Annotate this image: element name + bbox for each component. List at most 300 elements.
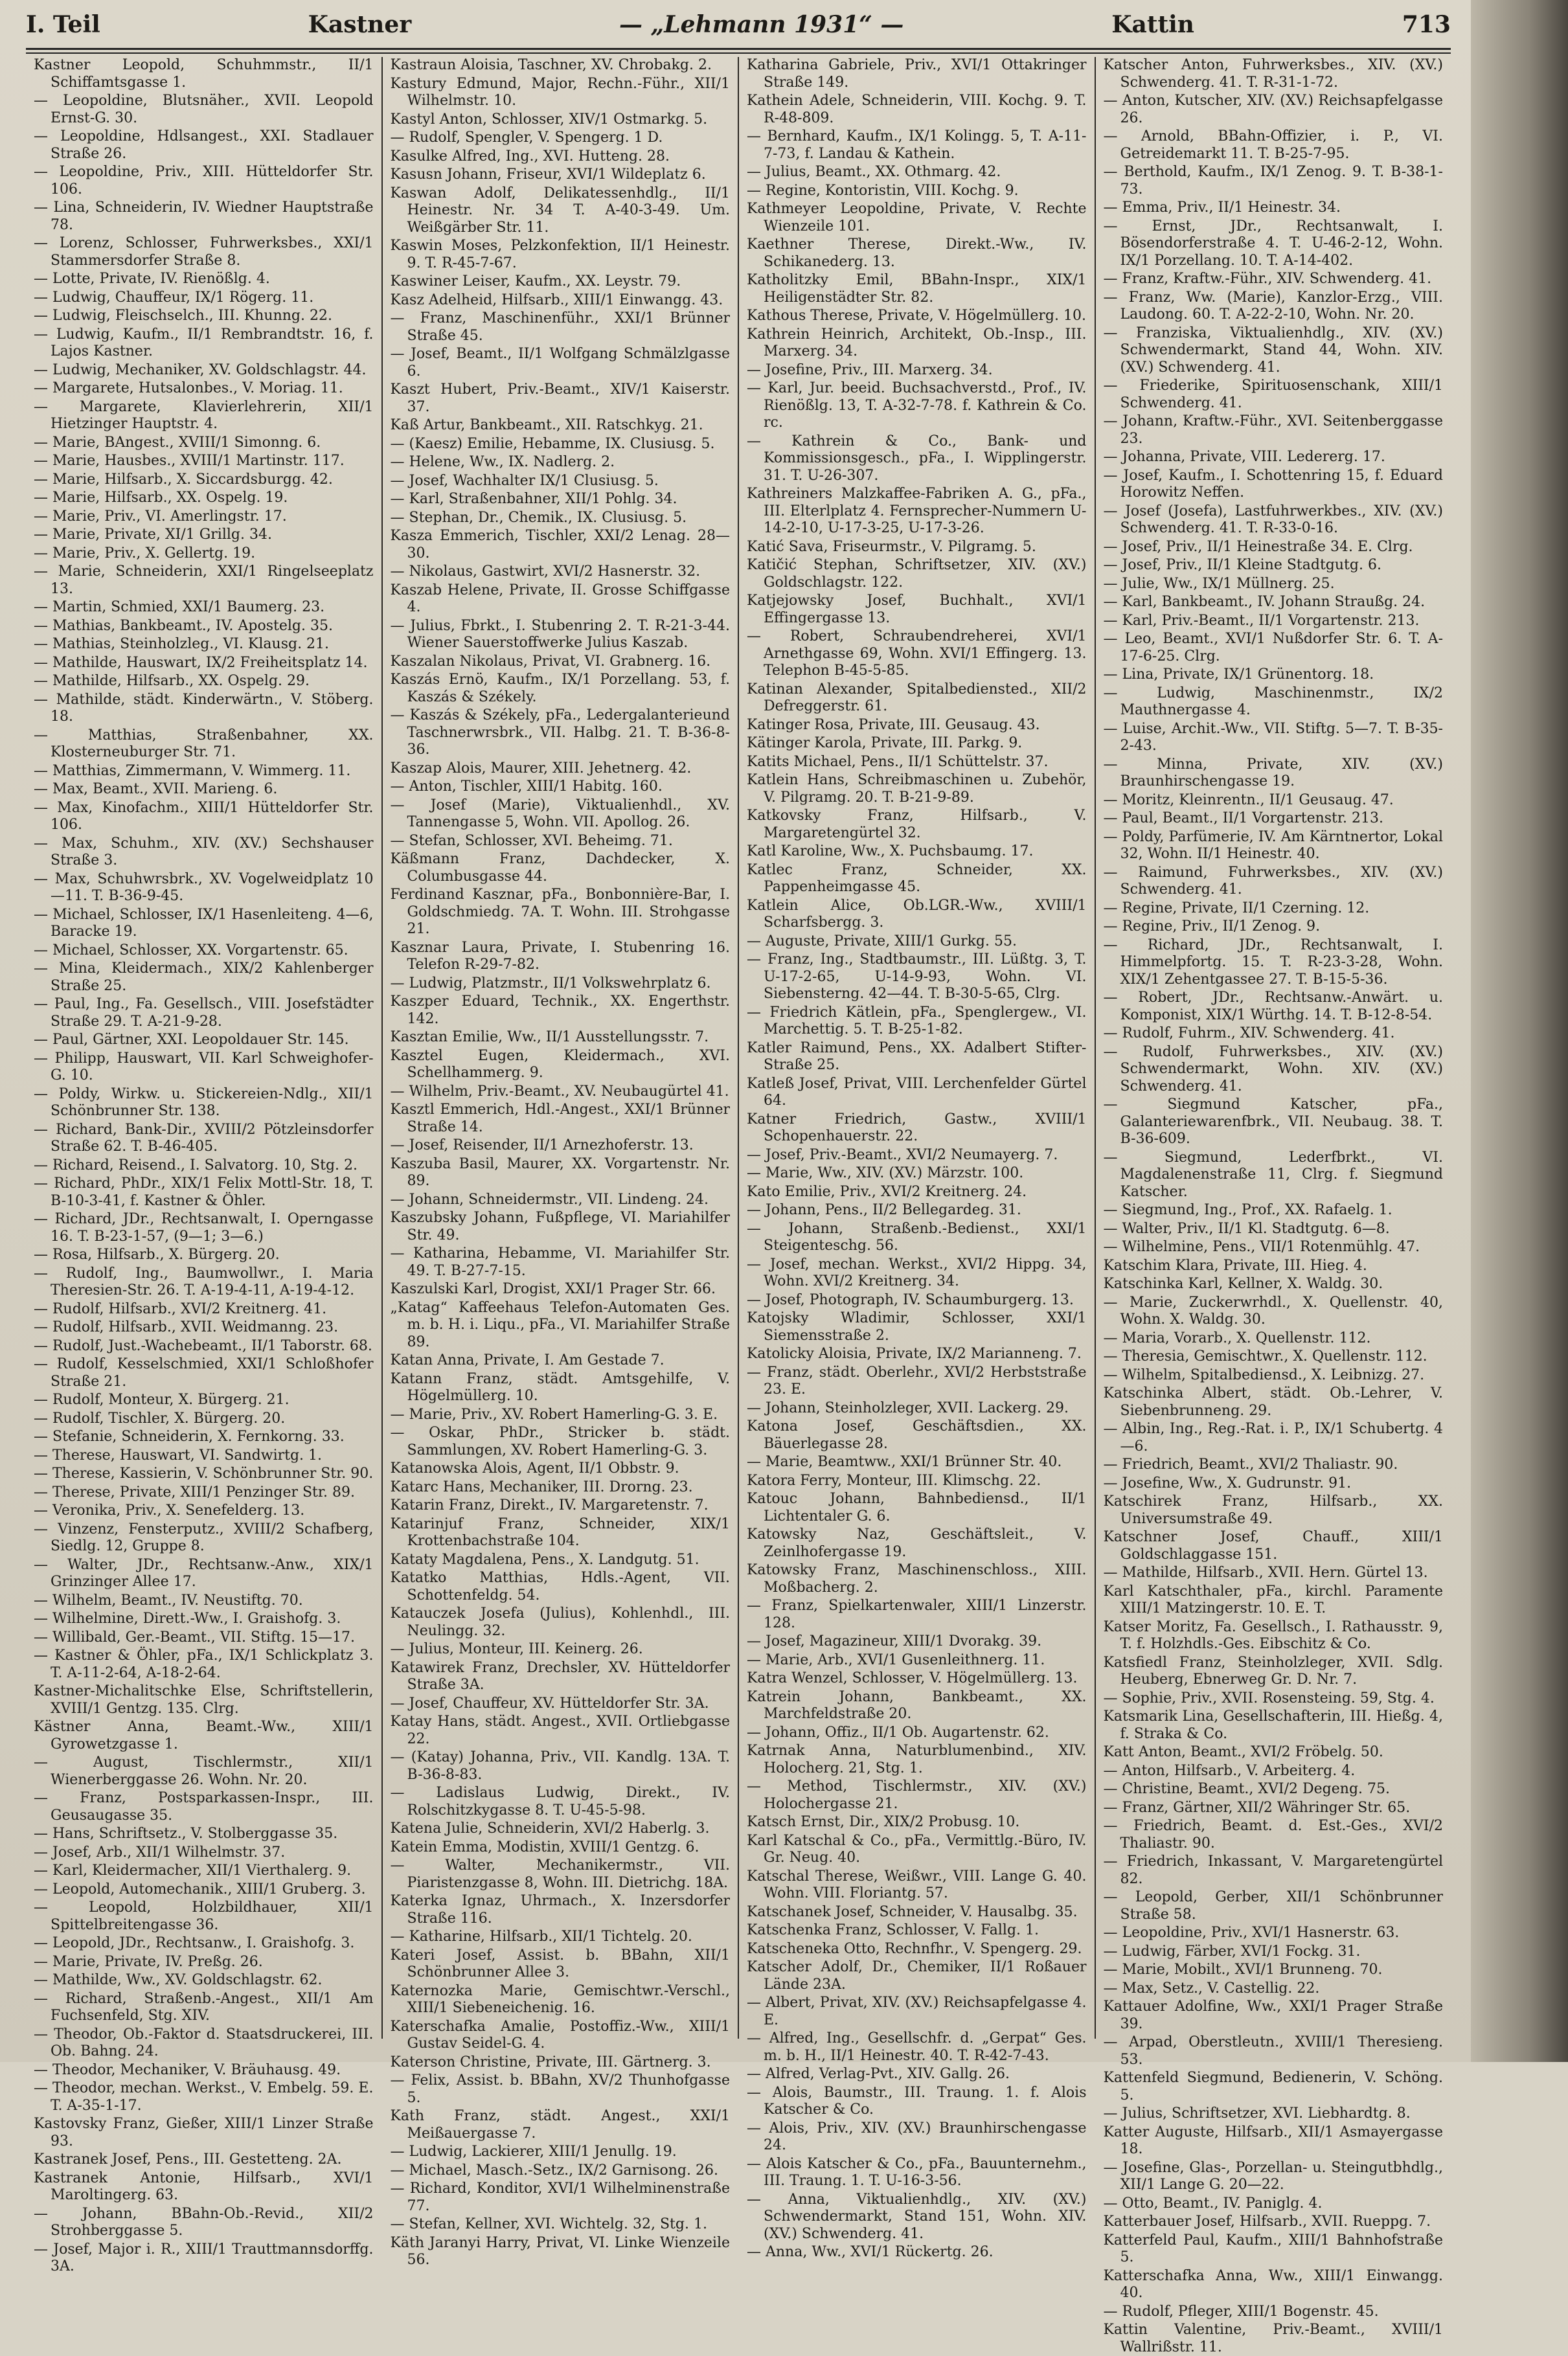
directory-entry: — Rudolf, Fuhrm., XIV. Schwenderg. 41. <box>1103 1025 1395 1041</box>
directory-entry: — Johanna, Private, VIII. Ledererg. 17. <box>1103 449 1385 465</box>
directory-entry: Kastranek Josef, Pens., III. Gestetteng. 2A. <box>34 2151 342 2168</box>
directory-entry: Katarc Hans, Mechaniker, III. Drorng. 23. <box>390 1478 693 1495</box>
directory-entry: — Alfred, Ing., Gesellschfr. d. „Gerpat“ Ges. m. b. H., II/1 Heinestr. 40. T. R-42-7-43. <box>747 2030 1087 2064</box>
directory-entry: — Mathias, Steinholzleg., VI. Klausg. 21. <box>34 636 330 652</box>
directory-entry: — Friedrich, Beamt. d. Est.-Ges., XVI/2 Thaliastr. 90. <box>1103 1818 1443 1852</box>
directory-entry: — Theresia, Gemischtwr., X. Quellenstr. 112. <box>1103 1348 1427 1365</box>
columns <box>26 57 1451 2355</box>
directory-entry: — August, Tischlermstr., XII/1 Wienerberggasse 26. Wohn. Nr. 20. <box>34 1754 374 1788</box>
directory-entry: — Josefine, Priv., III. Marxerg. 34. <box>747 361 993 378</box>
directory-entry: — Johann, BBahn-Ob.-Revid., XII/2 Strohberggasse 5. <box>34 2205 374 2239</box>
directory-entry: Kathein Adele, Schneiderin, VIII. Kochg. 9. T. R-48-809. <box>747 93 1087 126</box>
directory-entry: — Kathrein & Co., Bank- und Kommissionsgesch., pFa., I. Wipplingerstr. 31. T. U-26-307. <box>747 433 1087 484</box>
directory-entry: — Alois, Priv., XIV. (XV.) Braunhirschengasse 24. <box>747 2120 1087 2153</box>
directory-entry: Kasztel Eugen, Kleidermach., XVI. Schellhammerg. 9. <box>390 1047 730 1081</box>
directory-entry: — Vinzenz, Fensterputz., XVIII/2 Schafberg, Siedlg. 12, Gruppe 8. <box>34 1521 374 1554</box>
directory-entry: — Helene, Ww., IX. Nadlerg. 2. <box>390 454 615 470</box>
directory-entry: — Franz, Ww. (Marie), Kanzlor-Erzg., VIII. Laudong. 60. T. A-22-2-10, Wohn. Nr. 20. <box>1103 289 1443 323</box>
directory-entry: — Max, Beamt., XVII. Marieng. 6. <box>34 781 278 797</box>
directory-entry: — Paul, Beamt., II/1 Vorgartenstr. 213. <box>1103 810 1383 826</box>
directory-entry: Katschim Klara, Private, III. Hieg. 4. <box>1103 1257 1367 1274</box>
page-header <box>26 5 1451 44</box>
directory-entry: — Josef, Magazineur, XIII/1 Dvorakg. 39. <box>747 1633 1042 1649</box>
directory-entry: — Josef, Priv.-Beamt., XVI/2 Neumayerg. 7. <box>747 1146 1058 1163</box>
directory-entry: — Martin, Schmied, XXI/1 Baumerg. 23. <box>34 599 325 615</box>
directory-entry: Katatko Matthias, Hdls.-Agent, VII. Schottenfeldg. 54. <box>390 1570 730 1603</box>
directory-entry: — Walter, Priv., II/1 Kl. Stadtgutg. 6—8. <box>1103 1220 1390 1237</box>
directory-entry: Katl Karoline, Ww., X. Puchsbaumg. 17. <box>747 843 1034 859</box>
directory-entry: — Auguste, Private, XIII/1 Gurkg. 55. <box>747 933 1017 949</box>
directory-entry: — Josef, mechan. Werkst., XVI/2 Hippg. 34, Wohn. XVI/2 Kreitnerg. 34. <box>747 1256 1087 1289</box>
directory-entry: — Marie, Zuckerwrhdl., X. Quellenstr. 40, Wohn. X. Waldg. 30. <box>1103 1294 1443 1328</box>
directory-entry: — Mathilde, städt. Kinderwärtn., V. Stöberg. 18. <box>34 691 374 725</box>
directory-entry: Kastner Leopold, Schuhmmstr., II/1 Schiffamtsgasse 1. <box>34 57 374 91</box>
directory-entry: Katerson Christine, Private, III. Gärtnerg. 3. <box>390 2054 711 2070</box>
directory-entry: — Mathilde, Hilfsarb., XVII. Hern. Gürtel 13. <box>1103 1565 1428 1581</box>
directory-entry: — Julius, Beamt., XX. Othmarg. 42. <box>747 164 1001 180</box>
directory-entry: Katterbauer Josef, Hilfsarb., XVII. Rueppg. 7. <box>1103 2214 1431 2230</box>
directory-entry: — Ludwig, Mechaniker, XV. Goldschlagstr. 44. <box>34 361 367 378</box>
directory-entry: — Josef, Photograph, IV. Schaumburgerg. 13. <box>747 1291 1074 1308</box>
directory-entry: Katner Friedrich, Gastw., XVIII/1 Schopenhauerstr. 22. <box>747 1111 1087 1144</box>
directory-entry: Katauczek Josefa (Julius), Kohlenhdl., III. Neulingg. 32. <box>390 1605 730 1639</box>
directory-entry: Kaszt Hubert, Priv.-Beamt., XIV/1 Kaiserstr. 37. <box>390 381 730 415</box>
directory-entry: Katora Ferry, Monteur, III. Klimschg. 22. <box>747 1472 1041 1489</box>
directory-entry: Käth Jaranyi Harry, Privat, VI. Linke Wienzeile 56. <box>390 2234 730 2268</box>
directory-entry: Katleß Josef, Privat, VIII. Lerchenfelder Gürtel 64. <box>747 1075 1087 1109</box>
directory-entry: Kaethner Therese, Direkt.-Ww., IV. Schikanederg. 13. <box>747 236 1087 270</box>
directory-entry: — Stephan, Dr., Chemik., IX. Clusiusg. 5. <box>390 509 687 526</box>
directory-entry: Katschinka Albert, städt. Ob.-Lehrer, V. Siebenbrunneng. 29. <box>1103 1385 1443 1419</box>
directory-entry: — Johann, Offiz., II/1 Ob. Augartenstr. 62. <box>747 1724 1049 1741</box>
directory-entry: — (Katay) Johanna, Priv., VII. Kandlg. 13A. T. B-36-8-83. <box>390 1749 730 1783</box>
directory-entry: — Anna, Ww., XVI/1 Rückertg. 26. <box>747 2244 994 2260</box>
directory-entry: Katterschafka Anna, Ww., XIII/1 Einwangg. 40. <box>1103 2267 1443 2301</box>
directory-entry: Karl Katschthaler, pFa., kirchl. Paramente XIII/1 Matzingerstr. 10. E. T. <box>1103 1583 1443 1616</box>
directory-entry: Katra Wenzel, Schlosser, V. Högelmüllerg. 13. <box>747 1670 1078 1686</box>
directory-entry: — Marie, BAngest., XVIII/1 Simonng. 6. <box>34 434 321 451</box>
directory-entry: — Anton, Kutscher, XIV. (XV.) Reichsapfelgasse 26. <box>1103 93 1443 126</box>
directory-entry: Kateri Josef, Assist. b. BBahn, XII/1 Schönbrunner Allee 3. <box>390 1947 730 1980</box>
directory-entry: — Kaszás & Székely, pFa., Ledergalanterieund Taschnerwrsbrk., VII. Halbg. 21. T. B-36-8-36. <box>390 707 730 758</box>
directory-entry: — Richard, Straßenb.-Angest., XII/1 Am Fuchsenfeld, Stg. XIV. <box>34 1990 374 2024</box>
directory-entry: — Josef, Priv., II/1 Kleine Stadtgutg. 6. <box>1103 557 1381 573</box>
directory-entry: Katlein Alice, Ob.LGR.-Ww., XVIII/1 Scharfsbergg. 3. <box>747 897 1087 931</box>
directory-entry: — Josef, Major i. R., XIII/1 Trauttmannsdorffg. 3A. <box>34 2241 374 2274</box>
directory-entry: — Wilhelmine, Dirett.-Ww., I. Graishofg. 3. <box>34 1611 341 1627</box>
directory-entry: — Alois, Baumstr., III. Traung. 1. f. Alois Katscher & Co. <box>747 2084 1087 2118</box>
directory-entry: — Marie, Ww., XIV. (XV.) Märzstr. 100. <box>747 1165 1024 1181</box>
directory-entry: Karl Katschal & Co., pFa., Vermittlg.-Büro, IV. Gr. Neug. 40. <box>747 1832 1087 1866</box>
directory-entry: — Franz, Postsparkassen-Inspr., III. Geusaugasse 35. <box>34 1790 374 1824</box>
directory-entry: Katawirek Franz, Drechsler, XV. Hütteldorfer Straße 3A. <box>390 1659 730 1693</box>
directory-entry: — Ludwig, Färber, XVI/1 Fockg. 31. <box>1103 1943 1361 1960</box>
directory-entry: — Robert, Schraubendreherei, XVI/1 Arnethgasse 69, Wohn. XVI/1 Effingerg. 13. Telephon B-45-5-85. <box>747 628 1087 679</box>
directory-entry: — Max, Kinofachm., XIII/1 Hütteldorfer Str. 106. <box>34 799 374 833</box>
directory-entry: — Christine, Beamt., XVI/2 Degeng. 75. <box>1103 1781 1391 1797</box>
directory-entry: Katter Auguste, Hilfsarb., XII/1 Asmayergasse 18. <box>1103 2124 1443 2157</box>
directory-entry: — Josef, Arb., XII/1 Wilhelmstr. 37. <box>34 1844 286 1861</box>
directory-entry: — Anna, Viktualienhdlg., XIV. (XV.) Schwendermarkt, Stand 151, Wohn. XIV. (XV.) Schwenderg. 41. <box>747 2191 1087 2242</box>
directory-entry: — Leopold, Automechanik., XIII/1 Gruberg. 3. <box>34 1881 366 1897</box>
directory-entry: Katrnak Anna, Naturblumenbind., XIV. Holocherg. 21, Stg. 1. <box>747 1743 1087 1776</box>
directory-entry: Kasztan Emilie, Ww., II/1 Ausstellungsstr. 7. <box>390 1029 709 1045</box>
directory-entry: — Rudolf, Monteur, X. Bürgerg. 21. <box>34 1392 290 1408</box>
directory-entry: Katits Michael, Pens., II/1 Schüttelstr. 37. <box>747 753 1049 770</box>
directory-entry: — Franz, Kraftw.-Führ., XIV. Schwenderg. 41. <box>1103 271 1432 287</box>
directory-entry: — Josef, Kaufm., I. Schottenring 15, f. Eduard Horowitz Neffen. <box>1103 467 1443 501</box>
directory-entry: Katser Moritz, Fa. Gesellsch., I. Rathausstr. 9, T. f. Holzhdls.-Ges. Eibschitz & Co. <box>1103 1618 1443 1652</box>
directory-entry: — Marie, Private, IV. Preßg. 26. <box>34 1953 263 1970</box>
directory-entry: — Josefine, Ww., X. Gudrunstr. 91. <box>1103 1475 1352 1491</box>
directory-entry: — Wilhelm, Priv.-Beamt., XV. Neubaugürtel 41. <box>390 1083 729 1100</box>
directory-entry: Katsmarik Lina, Gesellschafterin, III. Hießg. 4, f. Straka & Co. <box>1103 1708 1443 1742</box>
directory-entry: Katschinka Karl, Kellner, X. Waldg. 30. <box>1103 1276 1383 1292</box>
directory-entry: — (Kaesz) Emilie, Hebamme, IX. Clusiusg. 5. <box>390 435 715 452</box>
directory-entry: Kastranek Antonie, Hilfsarb., XVI/1 Maroltingerg. 63. <box>34 2169 374 2203</box>
directory-entry: Kathrein Heinrich, Architekt, Ob.-Insp., III. Marxerg. 34. <box>747 326 1087 359</box>
directory-entry: — Richard, PhDr., XIX/1 Felix Mottl-Str. 18, T. B-10-3-41, f. Kastner & Öhler. <box>34 1175 374 1209</box>
directory-entry: Katona Josef, Geschäftsdien., XX. Bäuerlegasse 28. <box>747 1418 1087 1452</box>
directory-entry: — Therese, Private, XIII/1 Penzinger Str. 89. <box>34 1484 355 1501</box>
directory-entry: — Marie, Priv., X. Gellertg. 19. <box>34 545 256 561</box>
directory-entry: — Theodor, Ob.-Faktor d. Staatsdruckerei, III. Ob. Bahng. 24. <box>34 2026 374 2059</box>
directory-entry: — Otto, Beamt., IV. Paniglg. 4. <box>1103 2195 1323 2212</box>
directory-entry: — Franziska, Viktualienhdlg., XIV. (XV.) Schwendermarkt, Stand 44, Wohn. XIV. (XV.) Schwenderg. 41. <box>1103 324 1443 376</box>
directory-entry: — Michael, Schlosser, IX/1 Hasenleiteng. 4—6, Baracke 19. <box>34 906 374 940</box>
directory-entry: — Marie, Arb., XVI/1 Gusenleithnerg. 11. <box>747 1651 1045 1668</box>
directory-entry: Kato Emilie, Priv., XVI/2 Kreitnerg. 24. <box>747 1183 1027 1200</box>
directory-entry: — Sophie, Priv., XVII. Rosensteing. 59, Stg. 4. <box>1103 1690 1435 1706</box>
directory-entry: Katscher Anton, Fuhrwerksbes., XIV. (XV.) Schwenderg. 41. T. R-31-1-72. <box>1103 57 1443 91</box>
directory-entry: — Margarete, Hutsalonbes., V. Moriag. 11. <box>34 380 343 396</box>
directory-entry: Kataty Magdalena, Pens., X. Landgutg. 51. <box>390 1551 699 1568</box>
directory-entry: — Lina, Private, IX/1 Grünentorg. 18. <box>1103 666 1374 683</box>
directory-entry: — Leopoldine, Blutsnäher., XVII. Leopold Ernst-G. 30. <box>34 93 374 126</box>
directory-entry: Kasz Adelheid, Hilfsarb., XIII/1 Einwangg. 43. <box>390 291 723 308</box>
directory-entry: Katanowska Alois, Agent, II/1 Obbstr. 9. <box>390 1460 679 1477</box>
directory-entry: — Siegmund, Ing., Prof., XX. Rafaelg. 1. <box>1103 1202 1392 1218</box>
directory-entry: — Stefanie, Schneiderin, X. Fernkorng. 33. <box>34 1429 345 1445</box>
directory-entry: — Alois Katscher & Co., pFa., Bauunternehm., III. Traung. 1. T. U-16-3-56. <box>747 2155 1087 2189</box>
directory-entry: — Johann, Schneidermstr., VII. Lindeng. 24. <box>390 1191 709 1208</box>
directory-entry: — Regine, Priv., II/1 Zenog. 9. <box>1103 918 1321 934</box>
directory-entry: Kaszás Ernö, Kaufm., IX/1 Porzellang. 53, f. Kaszás & Székely. <box>390 672 730 705</box>
directory-entry: — Albert, Privat, XIV. (XV.) Reichsapfelgasse 4. E. <box>747 1995 1087 2028</box>
directory-entry: Kathous Therese, Private, V. Högelmüllerg. 10. <box>747 308 1086 324</box>
directory-entry: — Rudolf, Hilfsarb., XVI/2 Kreitnerg. 41. <box>34 1300 327 1317</box>
directory-entry: — Bernhard, Kaufm., IX/1 Kolingg. 5, T. A-11-7-73, f. Landau & Kathein. <box>747 128 1087 162</box>
directory-entry: — Lotte, Private, IV. Rienößlg. 4. <box>34 271 270 287</box>
directory-entry: — Friedrich, Inkassant, V. Margaretengürtel 82. <box>1103 1853 1443 1887</box>
directory-entry: — Rudolf, Spengler, V. Spengerg. 1 D. <box>390 130 663 146</box>
directory-entry: — Luise, Archit.-Ww., VII. Stiftg. 5—7. T. B-35-2-43. <box>1103 720 1443 754</box>
directory-entry: Katschal Therese, Weißwr., VIII. Lange G. 40. Wohn. VIII. Floriantg. 57. <box>747 1868 1087 1901</box>
directory-entry: Katharina Gabriele, Priv., XVI/1 Ottakringer Straße 149. <box>747 57 1087 91</box>
directory-entry: — Richard, JDr., Rechtsanwalt, I. Himmelpfortg. 15. T. R-23-3-28, Wohn. XIX/1 Zehentgassee 27. T. B-15-5-36. <box>1103 936 1443 988</box>
directory-entry: — Johann, Straßenb.-Bedienst., XXI/1 Steigenteschg. 56. <box>747 1220 1087 1254</box>
directory-title: — „Lehmann 1931“ — <box>619 11 904 38</box>
directory-entry: — Therese, Hauswart, VI. Sandwirtg. 1. <box>34 1447 323 1464</box>
directory-entry: — Walter, JDr., Rechtsanw.-Anw., XIX/1 Grinzinger Allee 17. <box>34 1556 374 1590</box>
directory-entry: Kaszalan Nikolaus, Privat, VI. Grabnerg. 16. <box>390 653 711 670</box>
directory-entry: — Margarete, Klavierlehrerin, XII/1 Hietzinger Hauptstr. 4. <box>34 398 374 432</box>
directory-entry: — Franz, Maschinenführ., XXI/1 Brünner Straße 45. <box>390 310 730 344</box>
directory-entry: Katscher Adolf, Dr., Chemiker, II/1 Roßauer Lände 23A. <box>747 1959 1087 1993</box>
directory-entry: — Theodor, Mechaniker, V. Bräuhausg. 49. <box>34 2061 341 2078</box>
directory-entry: — Arnold, BBahn-Offizier, i. P., VI. Getreidemarkt 11. T. B-25-7-95. <box>1103 128 1443 162</box>
page-number: 713 <box>1402 11 1451 38</box>
directory-entry: Katlec Franz, Schneider, XX. Pappenheimgasse 45. <box>747 861 1087 895</box>
directory-entry: — Julius, Schriftsetzer, XVI. Liebhardtg. 8. <box>1103 2105 1411 2122</box>
directory-entry: — Josef, Beamt., II/1 Wolfgang Schmälzlgasse 6. <box>390 346 730 379</box>
directory-entry: — Ludwig, Platzmstr., II/1 Volkswehrplatz 6. <box>390 975 711 991</box>
directory-entry: — Ludwig, Chauffeur, IX/1 Rögerg. 11. <box>34 289 314 306</box>
directory-entry: Kastovsky Franz, Gießer, XIII/1 Linzer Straße 93. <box>34 2116 374 2149</box>
directory-entry: — Franz, Spielkartenwaler, XIII/1 Linzerstr. 128. <box>747 1598 1087 1631</box>
directory-entry: — Mathias, Bankbeamt., IV. Apostelg. 35. <box>34 617 333 634</box>
directory-entry: Kaszuba Basil, Maurer, XX. Vorgartenstr. Nr. 89. <box>390 1155 730 1189</box>
directory-entry: — Regine, Private, II/1 Czerning. 12. <box>1103 900 1370 916</box>
column-1 <box>26 57 383 2274</box>
directory-entry: — Poldy, Wirkw. u. Stickereien-Ndlg., XII/1 Schönbrunner Str. 138. <box>34 1085 374 1119</box>
directory-entry: — Mina, Kleidermach., XIX/2 Kahlenberger Straße 25. <box>34 960 374 994</box>
directory-entry: — Veronika, Priv., X. Senefelderg. 13. <box>34 1502 305 1519</box>
directory-entry: Katouc Johann, Bahnbediensd., II/1 Lichtentaler G. 6. <box>747 1491 1087 1524</box>
directory-entry: — Friederike, Spirituosenschank, XIII/1 Schwenderg. 41. <box>1103 378 1443 411</box>
directory-entry: — Marie, Private, XI/1 Grillg. 34. <box>34 527 272 543</box>
directory-entry: Kath Franz, städt. Angest., XXI/1 Meißauergasse 7. <box>390 2108 730 2142</box>
directory-entry: — Rudolf, Pfleger, XIII/1 Bogenstr. 45. <box>1103 2303 1379 2320</box>
directory-entry: Kattin Valentine, Priv.-Beamt., XVIII/1 Wallrißstr. 11. <box>1103 2322 1443 2355</box>
directory-entry: Katlein Hans, Schreibmaschinen u. Zubehör, V. Pilgramg. 20. T. B-21-9-89. <box>747 772 1087 806</box>
directory-entry: Katowsky Naz, Geschäftsleit., V. Zeinlhofergasse 19. <box>747 1526 1087 1560</box>
directory-entry: — Marie, Schneiderin, XXI/1 Ringelseeplatz 13. <box>34 563 374 597</box>
directory-entry: Kathreiners Malzkaffee-Fabriken A. G., pFa., III. Elterlplatz 4. Fernsprecher-Nummern U-14-2-10, U-17-3-25, U-17-3-26. <box>747 486 1087 536</box>
directory-entry: — Johann, Kraftw.-Führ., XVI. Seitenberggasse 23. <box>1103 413 1443 447</box>
directory-entry: — Max, Schuhm., XIV. (XV.) Sechshauser Straße 3. <box>34 835 374 868</box>
directory-entry: — Stefan, Kellner, XVI. Wichtelg. 32, Stg. 1. <box>390 2216 707 2232</box>
directory-entry: Katholitzky Emil, BBahn-Inspr., XIX/1 Heiligenstädter Str. 82. <box>747 272 1087 306</box>
directory-entry: — Max, Setz., V. Castellig. 22. <box>1103 1980 1320 1997</box>
directory-entry: Kaszulski Karl, Drogist, XXI/1 Prager Str. 66. <box>390 1281 716 1297</box>
directory-entry: — Willibald, Ger.-Beamt., VII. Stiftg. 15—17. <box>34 1629 356 1646</box>
directory-entry: — Wilhelm, Beamt., IV. Neustiftg. 70. <box>34 1592 303 1609</box>
directory-entry: — Max, Schuhwrsbrk., XV. Vogelweidplatz 10—11. T. B-36-9-45. <box>34 870 374 904</box>
directory-entry: — Ernst, JDr., Rechtsanwalt, I. Bösendorferstraße 4. T. U-46-2-12, Wohn. IX/1 Porzellang. 10. T. A-14-402. <box>1103 218 1443 269</box>
directory-entry: Ferdinand Kasznar, pFa., Bonbonnière-Bar, I. Goldschmiedg. 7A. T. Wohn. III. Strohgasse 21. <box>390 887 730 937</box>
directory-entry: — Lorenz, Schlosser, Fuhrwerksbes., XXI/1 Stammersdorfer Straße 8. <box>34 235 374 269</box>
directory-entry: — Michael, Masch.-Setz., IX/2 Garnisong. 26. <box>390 2162 718 2179</box>
directory-entry: — Stefan, Schlosser, XVI. Beheimg. 71. <box>390 832 673 849</box>
directory-entry: — Franz, Ing., Stadtbaumstr., III. Lüßtg. 3, T. U-17-2-65, U-14-9-93, Wohn. VI. Siebensterng. 42—44. T. B-30-5-65, Clrg. <box>747 951 1087 1002</box>
directory-entry: — Rudolf, Tischler, X. Bürgerg. 20. <box>34 1410 286 1427</box>
directory-entry: Katsch Ernst, Dir., XIX/2 Probusg. 10. <box>747 1814 1020 1830</box>
directory-entry: — Julie, Ww., IX/1 Müllnerg. 25. <box>1103 575 1335 592</box>
directory-entry: — Richard, Konditor, XVI/1 Wilhelminenstraße 77. <box>390 2180 730 2214</box>
directory-entry: — Leopold, Gerber, XII/1 Schönbrunner Straße 58. <box>1103 1889 1443 1923</box>
directory-entry: — Lina, Schneiderin, IV. Wiedner Hauptstraße 78. <box>34 199 374 233</box>
directory-entry: — Kastner & Öhler, pFa., IX/1 Schlickplatz 3. T. A-11-2-64, A-18-2-64. <box>34 1648 374 1681</box>
directory-entry: Kathmeyer Leopoldine, Private, V. Rechte Wienzeile 101. <box>747 201 1087 234</box>
directory-entry: Kaß Artur, Bankbeamt., XII. Ratschkyg. 21. <box>390 417 703 433</box>
directory-entry: Kaszper Eduard, Technik., XX. Engerthstr. 142. <box>390 993 730 1027</box>
directory-entry: Katowsky Franz, Maschinenschloss., XIII. Moßbacherg. 2. <box>747 1562 1087 1596</box>
column-2 <box>383 57 740 2268</box>
directory-entry: — Leopold, Holzbildhauer, XII/1 Spittelbreitengasse 36. <box>34 1899 374 1933</box>
directory-entry: Kasznar Laura, Private, I. Stubenring 16. Telefon R-29-7-82. <box>390 939 730 973</box>
directory-entry: — Ladislaus Ludwig, Direkt., IV. Rolschitzkygasse 8. T. U-45-5-98. <box>390 1785 730 1818</box>
directory-entry: Kasulke Alfred, Ing., XVI. Hutteng. 28. <box>390 148 670 164</box>
directory-entry: — Marie, Beamtww., XXI/1 Brünner Str. 40. <box>747 1454 1062 1470</box>
directory-entry: — Oskar, PhDr., Stricker b. städt. Sammlungen, XV. Robert Hamerling-G. 3. <box>390 1425 730 1458</box>
directory-entry: — Matthias, Straßenbahner, XX. Klosterneuburger Str. 71. <box>34 727 374 760</box>
directory-entry: — Ludwig, Kaufm., II/1 Rembrandtstr. 16, f. Lajos Kastner. <box>34 326 374 359</box>
directory-entry: — Mathilde, Hilfsarb., XX. Ospelg. 29. <box>34 673 310 689</box>
column-3 <box>739 57 1096 2260</box>
directory-entry: — Richard, Bank-Dir., XVIII/2 Pötzleinsdorfer Straße 62. T. B-46-405. <box>34 1121 374 1155</box>
directory-entry: — Leopoldine, Hdlsangest., XXI. Stadlauer Straße 26. <box>34 128 374 162</box>
directory-entry: Katojsky Wladimir, Schlosser, XXI/1 Siemensstraße 2. <box>747 1310 1087 1344</box>
directory-entry: Kaszubsky Johann, Fußpflege, VI. Mariahilfer Str. 49. <box>390 1210 730 1243</box>
directory-entry: Kaszap Alois, Maurer, XIII. Jehetnerg. 42. <box>390 760 692 776</box>
directory-entry: Kaszab Helene, Private, II. Grosse Schiffgasse 4. <box>390 582 730 615</box>
directory-entry: Katann Franz, städt. Amtsgehilfe, V. Högelmüllerg. 10. <box>390 1370 730 1404</box>
directory-entry: Kasztl Emmerich, Hdl.-Angest., XXI/1 Brünner Straße 14. <box>390 1102 730 1135</box>
directory-entry: Kaswan Adolf, Delikatessenhdlg., II/1 Heinestr. Nr. 34 T. A-40-3-49. Um. Weißgärber Str. 11. <box>390 185 730 236</box>
directory-entry: Kastury Edmund, Major, Rechn.-Führ., XII/1 Wilhelmstr. 10. <box>390 75 730 109</box>
directory-entry: — Julius, Fbrkt., I. Stubenring 2. T. R-21-3-44. Wiener Sauerstoffwerke Julius Kaszab. <box>390 617 730 651</box>
directory-entry: — Albin, Ing., Reg.-Rat. i. P., IX/1 Schubertg. 4—6. <box>1103 1421 1443 1455</box>
directory-entry: — Siegmund Katscher, pFa., Galanteriewarenfbrk., VII. Neubaug. 38. T. B-36-609. <box>1103 1096 1443 1147</box>
directory-entry: Katarin Franz, Direkt., IV. Margaretenstr. 7. <box>390 1497 709 1513</box>
directory-entry: — Maria, Vorarb., X. Quellenstr. 112. <box>1103 1330 1371 1346</box>
directory-entry: Katičić Stephan, Schriftsetzer, XIV. (XV.) Goldschlagstr. 122. <box>747 557 1087 591</box>
directory-entry: Kaswin Moses, Pelzkonfektion, II/1 Heinestr. 9. T. R-45-7-67. <box>390 238 730 271</box>
directory-entry: — Emma, Priv., II/1 Heinestr. 34. <box>1103 199 1341 216</box>
directory-entry: — Karl, Kleidermacher, XII/1 Vierthalerg. 9. <box>34 1863 352 1879</box>
directory-entry: — Johann, Pens., II/2 Bellegardeg. 31. <box>747 1202 1021 1218</box>
directory-entry: — Josef, Reisender, II/1 Arnezhoferstr. 13. <box>390 1137 694 1153</box>
directory-entry: Katinger Rosa, Private, III. Geusaug. 43. <box>747 716 1040 733</box>
directory-entry: — Ludwig, Lackierer, XIII/1 Jenullg. 19. <box>390 2144 677 2160</box>
directory-entry: — Karl, Straßenbahner, XII/1 Pohlg. 34. <box>390 491 677 507</box>
directory-entry: — Theodor, mechan. Werkst., V. Embelg. 59. E. T. A-35-1-17. <box>34 2080 374 2114</box>
directory-entry: Kastner-Michalitschke Else, Schriftstellerin, XVIII/1 Gentzg. 135. Clrg. <box>34 1683 374 1717</box>
directory-entry: — Richard, JDr., Rechtsanwalt, I. Operngasse 16. T. B-23-1-57, (9—1; 3—6.) <box>34 1211 374 1245</box>
directory-entry: — Leopoldine, Priv., XVI/1 Hasnerstr. 63. <box>1103 1925 1400 1941</box>
directory-entry: Kasusn Johann, Friseur, XVI/1 Wildeplatz 6. <box>390 166 706 183</box>
directory-entry: — Josef (Marie), Viktualienhdl., XV. Tannengasse 5, Wohn. VII. Apollog. 26. <box>390 797 730 830</box>
directory-entry: Katschanek Josef, Schneider, V. Hausalbg. 35. <box>747 1903 1078 1920</box>
directory-entry: Kasza Emmerich, Tischler, XXI/2 Lenag. 28—30. <box>390 528 730 561</box>
directory-entry: — Julius, Monteur, III. Keinerg. 26. <box>390 1641 643 1657</box>
directory-entry: — Rudolf, Ing., Baumwollwr., I. Maria Theresien-Str. 26. T. A-19-4-11, A-19-4-12. <box>34 1265 374 1298</box>
directory-entry: — Karl, Priv.-Beamt., II/1 Vorgartenstr. 213. <box>1103 612 1420 629</box>
directory-entry: — Leo, Beamt., XVI/1 Nußdorfer Str. 6. T. A-17-6-25. Clrg. <box>1103 631 1443 664</box>
directory-entry: — Anton, Tischler, XIII/1 Habitg. 160. <box>390 778 663 795</box>
running-head-left: Kastner <box>308 11 412 38</box>
directory-entry: Katscheneka Otto, Rechnfhr., V. Spengerg. 29. <box>747 1940 1082 1957</box>
directory-entry: — Leopold, JDr., Rechtsanw., I. Graishofg. 3. <box>34 1935 355 1951</box>
directory-entry: — Therese, Kassierin, V. Schönbrunner Str. 90. <box>34 1466 374 1482</box>
directory-entry: Katena Julie, Schneiderin, XVI/2 Haberlg. 3. <box>390 1820 710 1837</box>
directory-entry: Katler Raimund, Pens., XX. Adalbert Stifter-Straße 25. <box>747 1039 1087 1073</box>
directory-entry: Katan Anna, Private, I. Am Gestade 7. <box>390 1352 665 1368</box>
directory-entry: — Mathilde, Ww., XV. Goldschlagstr. 62. <box>34 1972 323 1988</box>
directory-entry: — Regine, Kontoristin, VIII. Kochg. 9. <box>747 182 1019 199</box>
directory-entry: — Wilhelmine, Pens., VII/1 Rotenmühlg. 47. <box>1103 1239 1420 1255</box>
directory-entry: — Arpad, Oberstleutn., XVIII/1 Theresieng. 53. <box>1103 2034 1443 2068</box>
directory-entry: — Felix, Assist. b. BBahn, XV/2 Thunhofgasse 5. <box>390 2072 730 2106</box>
directory-entry: — Minna, Private, XIV. (XV.) Braunhirschengasse 19. <box>1103 756 1443 789</box>
directory-entry: — Katharine, Hilfsarb., XII/1 Tichtelg. 20. <box>390 1929 692 1945</box>
directory-entry: — Marie, Hilfsarb., XX. Ospelg. 19. <box>34 490 288 506</box>
directory-entry: Katernozka Marie, Gemischtwr.-Verschl., XIII/1 Siebeneichenig. 16. <box>390 1982 730 2016</box>
directory-entry: Katterfeld Paul, Kaufm., XIII/1 Bahnhofstraße 5. <box>1103 2232 1443 2265</box>
directory-entry: — Wilhelm, Spitalbediensd., X. Leibnizg. 27. <box>1103 1366 1425 1383</box>
directory-entry: Kastraun Aloisia, Taschner, XV. Chrobakg. 2. <box>390 57 712 73</box>
directory-entry: — Rosa, Hilfsarb., X. Bürgerg. 20. <box>34 1247 280 1263</box>
directory-entry: — Michael, Schlosser, XX. Vorgartenstr. 65. <box>34 942 348 958</box>
directory-entry: — Rudolf, Fuhrwerksbes., XIV. (XV.) Schwendermarkt, Wohn. XIV. (XV.) Schwenderg. 41. <box>1103 1043 1443 1094</box>
directory-entry: — Marie, Priv., VI. Amerlingstr. 17. <box>34 508 287 525</box>
directory-entry: — Ludwig, Fleischselch., III. Khunng. 22. <box>34 308 332 324</box>
directory-entry: — Friedrich Kätlein, pFa., Spenglergew., VI. Marchettig. 5. T. B-25-1-82. <box>747 1004 1087 1037</box>
directory-entry: — Nikolaus, Gastwirt, XVI/2 Hasnerstr. 32. <box>390 563 701 580</box>
directory-entry: Katschner Josef, Chauff., XIII/1 Goldschlaggasse 151. <box>1103 1529 1443 1563</box>
directory-entry: — Poldy, Parfümerie, IV. Am Kärntnertor, Lokal 32, Wohn. II/1 Heinestr. 40. <box>1103 828 1443 862</box>
directory-entry: — Karl, Jur. beeid. Buchsachverstd., Prof., IV. Rienößlg. 13, T. A-32-7-78. f. Kathrein & Co. rc. <box>747 380 1087 431</box>
section-label: I. Teil <box>26 11 100 38</box>
directory-entry: Katein Emma, Modistin, XVIII/1 Gentzg. 6. <box>390 1839 699 1855</box>
directory-entry: Kästner Anna, Beamt.-Ww., XIII/1 Gyrowetzgasse 1. <box>34 1719 374 1752</box>
directory-entry: Katschirek Franz, Hilfsarb., XX. Universumstraße 49. <box>1103 1493 1443 1527</box>
directory-entry: — Josef, Wachhalter IX/1 Clusiusg. 5. <box>390 472 659 489</box>
column-4 <box>1096 57 1451 2355</box>
running-head-right: Kattin <box>1111 11 1194 38</box>
directory-entry: Käßmann Franz, Dachdecker, X. Columbusgasse 44. <box>390 851 730 885</box>
directory-entry: — Moritz, Kleinrentn., II/1 Geusaug. 47. <box>1103 791 1394 808</box>
directory-entry: — Marie, Hilfsarb., X. Siccardsburgg. 42. <box>34 471 333 488</box>
directory-entry: — Rudolf, Just.-Wachebeamt., II/1 Taborstr. 68. <box>34 1337 372 1354</box>
directory-entry: — Josef (Josefa), Lastfuhrwerkbes., XIV. (XV.) Schwenderg. 41. T. R-33-0-16. <box>1103 503 1443 536</box>
directory-entry: — Karl, Bankbeamt., IV. Johann Straußg. 24. <box>1103 594 1426 610</box>
directory-entry: Katrein Johann, Bankbeamt., XX. Marchfeldstraße 20. <box>747 1688 1087 1722</box>
directory-entry: — Berthold, Kaufm., IX/1 Zenog. 9. T. B-38-1-73. <box>1103 164 1443 198</box>
directory-entry: — Anton, Hilfsarb., V. Arbeiterg. 4. <box>1103 1762 1356 1779</box>
directory-entry: Katsfiedl Franz, Steinholzleger, XVII. Sdlg. Heuberg, Ebnerweg Gr. D. Nr. 7. <box>1103 1654 1443 1688</box>
directory-entry: — Mathilde, Hauswart, IX/2 Freiheitsplatz 14. <box>34 654 368 671</box>
directory-entry: — Franz, städt. Oberlehr., XVI/2 Herbststraße 23. E. <box>747 1364 1087 1398</box>
directory-entry: — Marie, Hausbes., XVIII/1 Martinstr. 117. <box>34 453 345 469</box>
directory-entry: — Johann, Steinholzleger, XVII. Lackerg. 29. <box>747 1399 1069 1416</box>
directory-entry: — Alfred, Verlag-Pvt., XIV. Gallg. 26. <box>747 2066 1010 2082</box>
directory-entry: — Rudolf, Kesselschmied, XXI/1 Schloßhofer Straße 21. <box>34 1356 374 1390</box>
page-edge-shadow <box>1471 0 1568 2062</box>
directory-entry: — Philipp, Hauswart, VII. Karl Schweighofer-G. 10. <box>34 1050 374 1083</box>
directory-entry: — Rudolf, Hilfsarb., XVII. Weidmanng. 23. <box>34 1319 339 1335</box>
directory-entry: Katschenka Franz, Schlosser, V. Fallg. 1. <box>747 1922 1040 1938</box>
directory-entry: — Josef, Chauffeur, XV. Hütteldorfer Str. 3A. <box>390 1695 709 1712</box>
directory-entry: Katkovsky Franz, Hilfsarb., V. Margaretengürtel 32. <box>747 808 1087 841</box>
directory-entry: Katić Sava, Friseurmstr., V. Pilgramg. 5. <box>747 538 1036 555</box>
directory-entry: — Katharina, Hebamme, VI. Mariahilfer Str. 49. T. B-27-7-15. <box>390 1245 730 1279</box>
directory-entry: Kätinger Karola, Private, III. Parkg. 9. <box>747 735 1023 751</box>
directory-entry: Kaswiner Leiser, Kaufm., XX. Leystr. 79. <box>390 273 681 289</box>
directory-entry: Katay Hans, städt. Angest., XVII. Ortliebgasse 22. <box>390 1714 730 1747</box>
directory-entry: — Marie, Mobilt., XVI/1 Brunneng. 70. <box>1103 1962 1383 1978</box>
